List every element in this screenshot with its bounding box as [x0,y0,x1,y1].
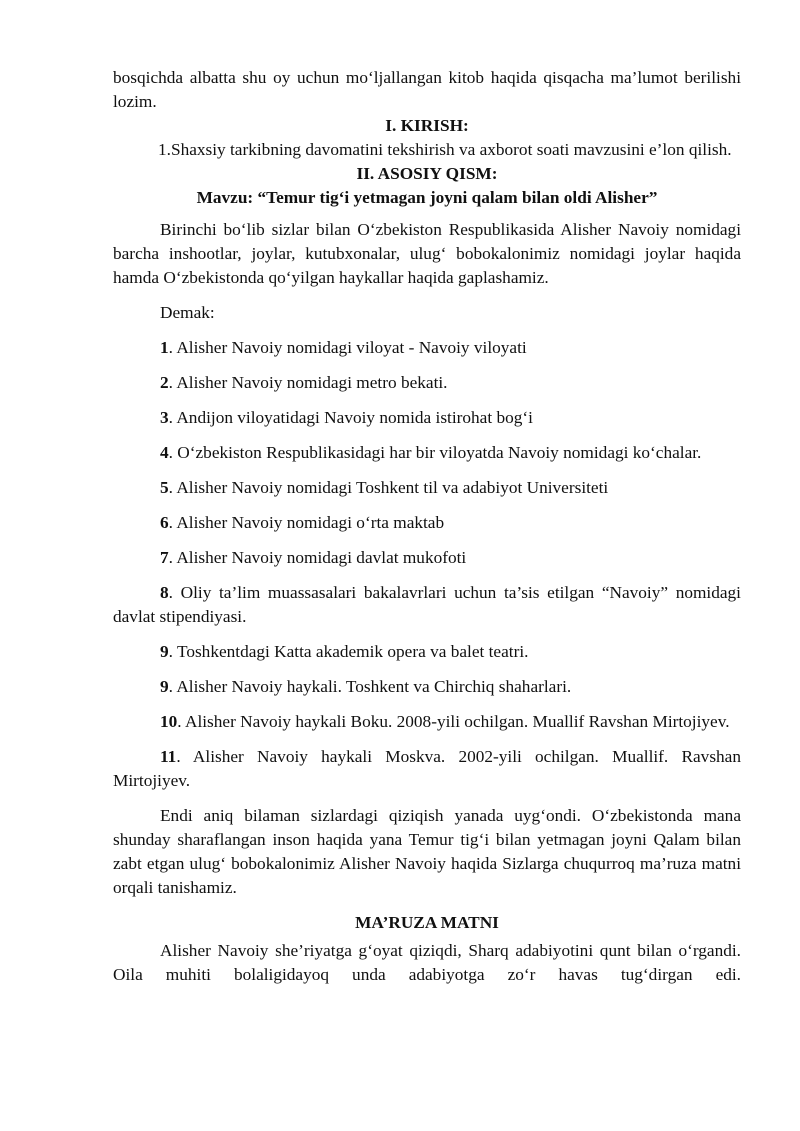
heading-asosiy-qism: II. ASOSIY QISM: [356,164,498,183]
list-item-number: 1 [160,338,169,357]
heading-maruza-matni: MA’RUZA MATNI [355,913,499,932]
list-item-text: . Alisher Navoiy nomidagi Toshkent til va adabiyot Universiteti [168,478,609,497]
list-item-number: 3 [160,408,169,427]
list-item-number: 11 [160,747,177,766]
list-item-number: 9 [160,642,169,661]
intro-paragraph: bosqichda albatta shu oy uchun mo‘ljallangan kitob haqida qisqacha ma’lumot berilishi lozim. [113,68,741,111]
list-item-text: . Alisher Navoiy nomidagi davlat mukofoti [168,548,467,567]
list-item-number: 7 [160,548,169,567]
list-item [113,336,741,360]
list-item [113,581,741,629]
list-item-text: . Toshkentdagi Katta akademik opera va balet teatri. [168,642,529,661]
list-item-text: . Alisher Navoiy nomidagi metro bekati. [168,373,448,392]
paragraph-birinchi: Birinchi bo‘lib sizlar bilan O‘zbekiston Respublikasida Alisher Navoiy nomidagi barcha inshootlar, joylar, kutubxonalar, ulug‘ bobokalonimiz nomidagi joylar haqida hamda O‘zbekistonda qo‘yilgan haykallar haqida gaplashamiz. [113,220,741,287]
list-item [113,441,741,465]
paragraph-endi: Endi aniq bilaman sizlardagi qiziqish yanada uyg‘ondi. O‘zbekistonda mana shunday sharaflangan inson haqida yana Temur tig‘i bilan yetmagan joyni Qalam bilan zabt etgan ulug‘ bobokalonimiz Alisher Navoiy haqida Sizlarga chuqurroq ma’ruza matni orqali tanishamiz. [113,806,741,897]
list-item [113,640,741,664]
list-item-text: . Alisher Navoiy haykali Boku. 2008-yili ochilgan. Muallif Ravshan Mirtojiyev. [177,712,730,731]
list-item-number: 5 [160,478,169,497]
demak-label: Demak: [160,303,215,322]
list-item-number: 10 [160,712,178,731]
list-item-text: . Alisher Navoiy haykali Moskva. 2002-yili ochilgan. Muallif. Ravshan Mirtojiyev. [113,747,741,790]
list-item [113,511,741,535]
list-item-number: 9 [160,677,169,696]
list-item-text: . Alisher Navoiy nomidagi viloyat - Navoiy viloyati [168,338,527,357]
list-item-text: . Alisher Navoiy nomidagi o‘rta maktab [168,513,445,532]
list-item-text: . O‘zbekiston Respublikasidagi har bir viloyatda Navoiy nomidagi ko‘chalar. [168,443,702,462]
list-item [113,675,741,699]
list-item [113,371,741,395]
list-item-text: . Andijon viloyatidagi Navoiy nomida istirohat bog‘i [168,408,533,427]
topic-title: Mavzu: “Temur tig‘i yetmagan joyni qalam bilan oldi Alisher” [196,188,658,207]
list-item-number: 4 [160,443,169,462]
list [113,336,741,793]
heading-kirish: I. KIRISH: [385,116,469,135]
list-item-text: . Oliy ta’lim muassasalari bakalavrlari uchun ta’sis etilgan “Navoiy” nomidagi davlat stipendiyasi. [113,583,741,626]
document-page [113,66,741,987]
list-item [113,476,741,500]
list-item-text: . Alisher Navoiy haykali. Toshkent va Chirchiq shaharlari. [168,677,572,696]
list-item-number: 2 [160,373,169,392]
paragraph-maruza: Alisher Navoiy she’riyatga g‘oyat qiziqdi, Sharq adabiyotini qunt bilan o‘rgandi. Oila muhiti bolaligidayoq unda adabiyotga zo‘r havas tug‘dirgan edi. [113,941,741,984]
list-item-number: 8 [160,583,169,602]
list-item [113,710,741,734]
list-item [113,406,741,430]
list-item [113,546,741,570]
list-item [113,745,741,793]
kirish-item: 1.Shaxsiy tarkibning davomatini tekshirish va axborot soati mavzusini e’lon qilish. [158,140,732,159]
list-item-number: 6 [160,513,169,532]
